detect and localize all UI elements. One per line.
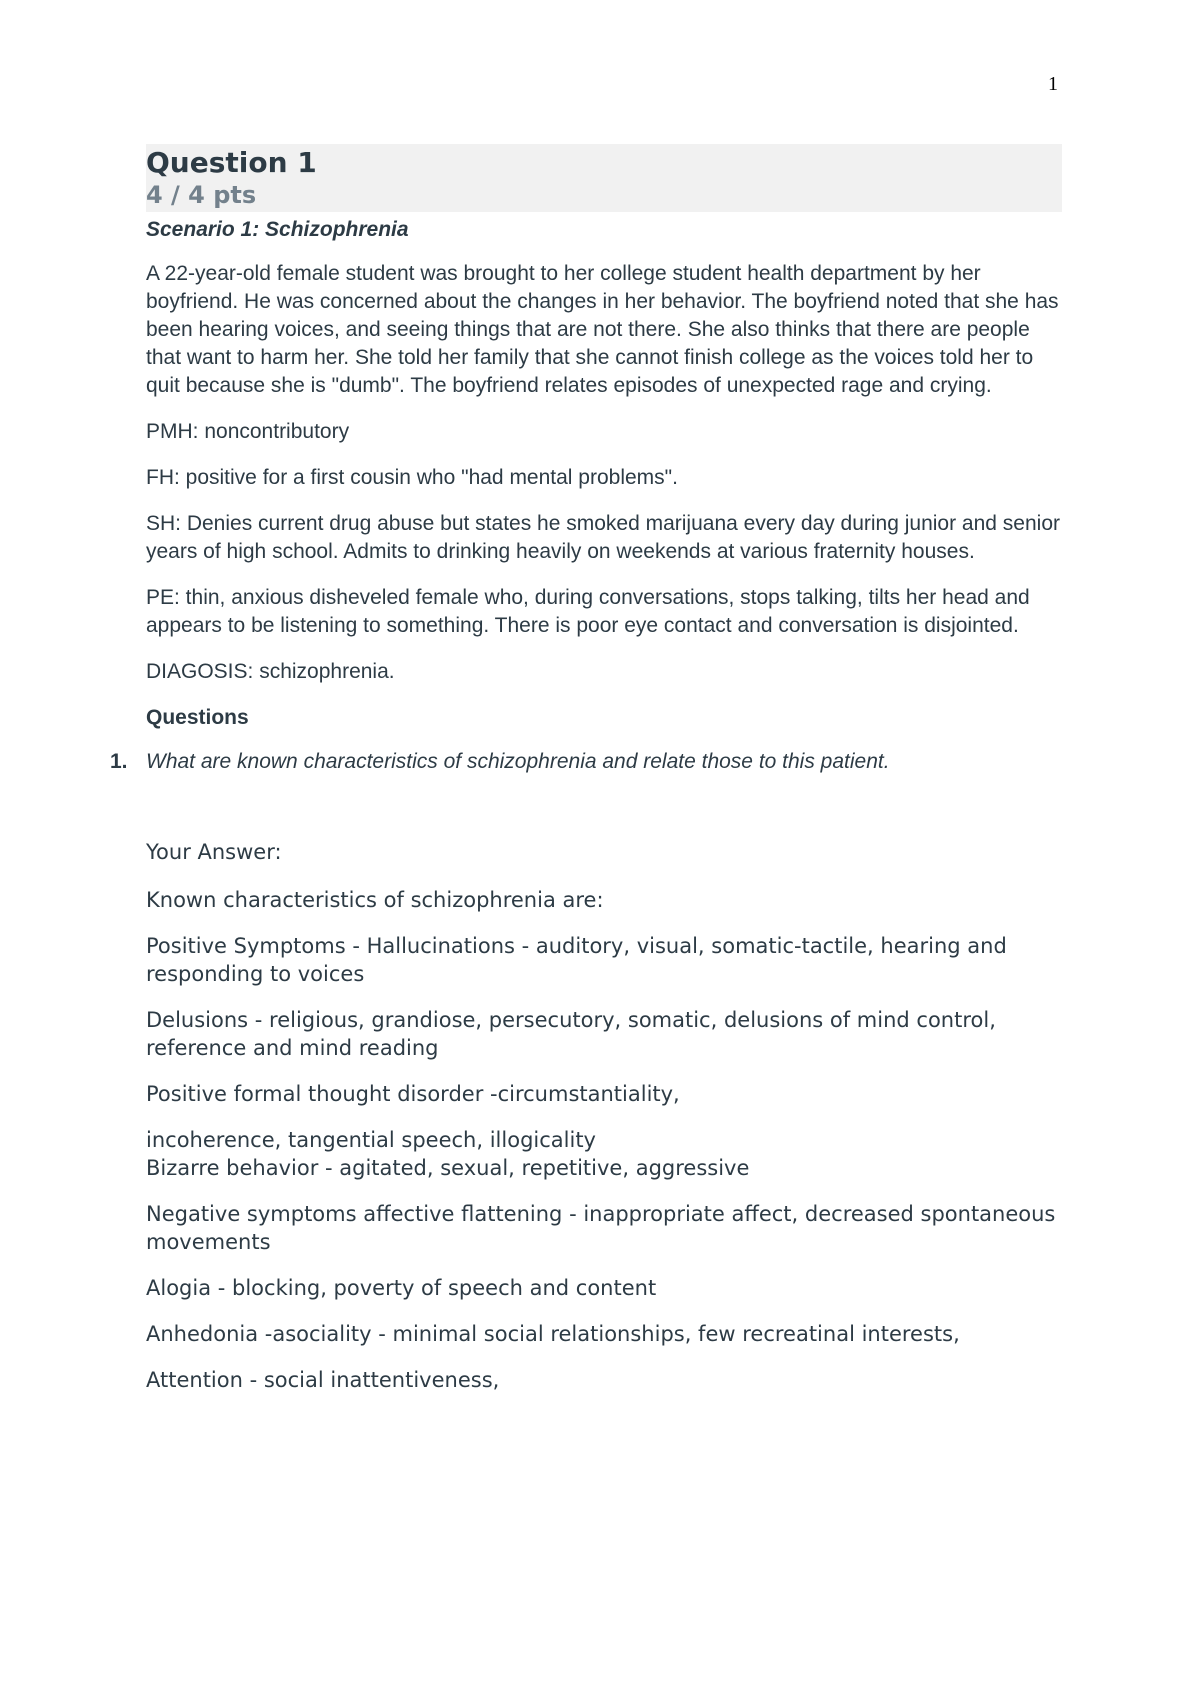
diagnosis: DIAGOSIS: schizophrenia. [146,660,395,683]
your-answer-label: Your Answer: [146,840,282,864]
answer-line: Positive Symptoms - Hallucinations - auditory, visual, somatic-tactile, hearing and responding to voices [146,934,1007,986]
scenario-title: Scenario 1: Schizophrenia [146,218,409,241]
case-presentation: A 22-year-old female student was brought to her college student health department by her boyfriend. He was concerned about the changes in her behavior. The boyfriend noted that she has been hearing voices, and seeing things that are not there. She also thinks that there are people that want to harm her. She told her family that she cannot finish college as the voices told her to quit because she is "dumb". The boyfriend relates episodes of unexpected rage and crying. [146,262,1059,397]
answer-line: Positive formal thought disorder -circumstantiality, [146,1082,680,1106]
question-points: 4 / 4 pts [146,181,257,209]
answer-line: Attention - social inattentiveness, [146,1368,500,1392]
question-number: 1. [110,750,128,773]
past-medical-history: PMH: noncontributory [146,420,350,443]
document-content [110,144,1062,1412]
question-item [110,748,1062,776]
question-text: What are known characteristics of schizophrenia and relate those to this patient. [146,750,890,773]
answer-line: Known characteristics of schizophrenia are: [146,888,604,912]
question-title: Question 1 [146,146,317,179]
family-history: FH: positive for a first cousin who "had mental problems". [146,466,678,489]
answer-line: Anhedonia -asociality - minimal social relationships, few recreatinal interests, [146,1322,960,1346]
question-header [146,144,1062,212]
answer-line: incoherence, tangential speech, illogicality [146,1128,596,1152]
questions-heading: Questions [146,706,249,729]
physical-exam: PE: thin, anxious disheveled female who, during conversations, stops talking, tilts her head and appears to be listening to something. There is poor eye contact and conversation is disjointed. [146,586,1030,637]
answer-line: Alogia - blocking, poverty of speech and content [146,1276,657,1300]
answer-line: Negative symptoms affective flattening - inappropriate affect, decreased spontaneous movements [146,1202,1056,1254]
social-history: SH: Denies current drug abuse but states he smoked marijuana every day during junior and senior years of high school. Admits to drinking heavily on weekends at various fraternity houses. [146,512,1061,563]
page-number: 1 [1048,73,1058,95]
answer-line: Bizarre behavior - agitated, sexual, repetitive, aggressive [146,1156,750,1180]
answer-line: Delusions - religious, grandiose, persecutory, somatic, delusions of mind control, reference and mind reading [146,1008,996,1060]
